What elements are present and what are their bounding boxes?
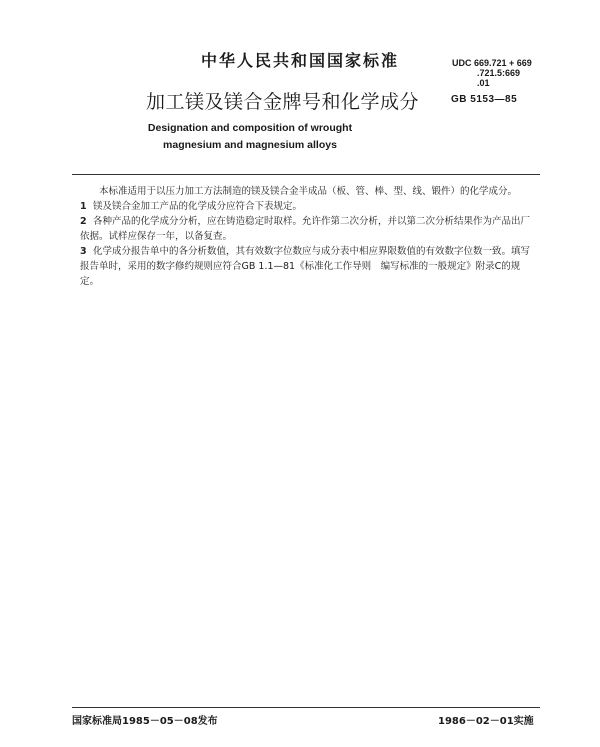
page-title: 加工镁及镁合金牌号和化学成分 <box>146 91 420 113</box>
clause-2 <box>80 214 532 244</box>
issue-date: 国家标准局1985－05－08发布 <box>72 716 218 727</box>
clause-text: 化学成分报告单中的各分析数值，其有效数字位数应与成分表中相应界限数值的有效数字位数一致。填写报告单时，采用的数字修约规则应符合GB 1.1—81《标准化工作导则 编写标准的一般规定》附录C的规定。 <box>80 246 531 287</box>
gb-standard-number: GB 5153—85 <box>451 94 518 105</box>
udc-line-3: .01 <box>477 78 490 88</box>
clause-number: 2 <box>80 216 87 227</box>
intro-paragraph: 本标准适用于以压力加工方法制造的镁及镁合金半成品（板、管、棒、型、线、锻件）的化学成分。 <box>99 186 518 197</box>
english-title-line-2: magnesium and magnesium alloys <box>163 139 337 151</box>
udc-line-1: UDC 669.721 + 669 <box>452 58 532 68</box>
footer-divider <box>72 707 540 708</box>
national-standard-heading: 中华人民共和国国家标准 <box>200 51 399 70</box>
clause-number: 3 <box>80 246 87 257</box>
standard-body <box>80 184 532 289</box>
udc-line-2: .721.5:669 <box>477 68 521 78</box>
english-title-line-1: Designation and composition of wrought <box>147 122 353 134</box>
clause-1 <box>80 199 532 214</box>
clause-text: 各种产品的化学成分分析，应在铸造稳定时取样。允许作第二次分析，并以第二次分析结果作为产品出厂依据。试样应保存一年，以备复查。 <box>80 216 531 242</box>
clause-number: 1 <box>80 201 87 212</box>
english-title <box>120 120 380 154</box>
header-divider <box>72 174 540 175</box>
udc-classification <box>452 58 592 88</box>
clause-text: 镁及镁合金加工产品的化学成分应符合下表规定。 <box>93 201 303 212</box>
clause-3 <box>80 244 532 289</box>
effective-date: 1986－02－01实施 <box>438 716 534 727</box>
